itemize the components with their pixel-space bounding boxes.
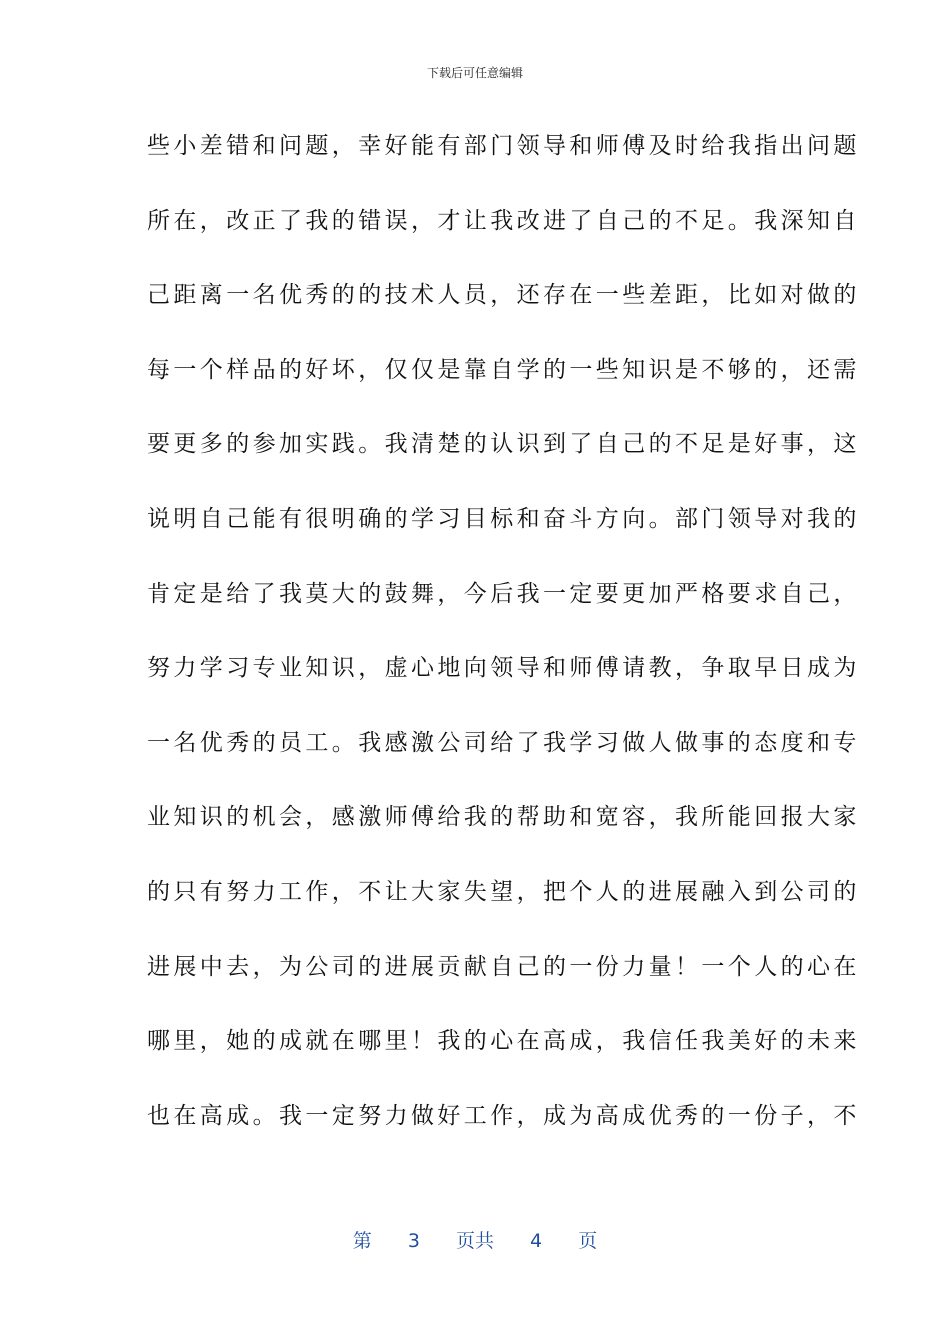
- text-line: 一名优秀的员工。我感激公司给了我学习做人做事的态度和专: [147, 729, 860, 756]
- text-line: 哪里，她的成就在哪里！我的心在高成，我信任我美好的未来: [147, 1028, 860, 1055]
- footer-label-ye-gong: 页共: [455, 1230, 494, 1252]
- page-header: 下载后可任意编辑: [426, 66, 523, 80]
- total-pages-number: 4: [530, 1230, 543, 1252]
- current-page-number: 3: [407, 1230, 420, 1252]
- footer-label-di: 第: [352, 1230, 372, 1252]
- text-line: 的只有努力工作，不让大家失望，把个人的进展融入到公司的: [147, 878, 860, 905]
- text-line: 也在高成。我一定努力做好工作，成为高成优秀的一份子，不: [147, 1102, 860, 1129]
- text-line: 己距离一名优秀的的技术人员，还存在一些差距，比如对做的: [147, 282, 860, 309]
- text-line: 些小差错和问题，幸好能有部门领导和师傅及时给我指出问题: [147, 133, 860, 159]
- text-line: 说明自己能有很明确的学习目标和奋斗方向。部门领导对我的: [147, 505, 860, 532]
- body-text: [147, 127, 860, 1171]
- footer-label-ye: 页: [578, 1230, 598, 1252]
- text-line: 进展中去，为公司的进展贡献自己的一份力量！一个人的心在: [147, 953, 860, 980]
- text-line: 所在，改正了我的错误，才让我改进了自己的不足。我深知自: [147, 207, 860, 234]
- page-footer: [0, 1226, 950, 1253]
- text-line: 肯定是给了我莫大的鼓舞，今后我一定要更加严格要求自己，: [147, 580, 860, 607]
- text-line: 业知识的机会，感激师傅给我的帮助和宽容，我所能回报大家: [147, 804, 860, 831]
- text-line: 要更多的参加实践。我清楚的认识到了自己的不足是好事，这: [147, 431, 860, 458]
- text-line: 努力学习专业知识，虚心地向领导和师傅请教，争取早日成为: [147, 655, 860, 682]
- text-line: 每一个样品的好坏，仅仅是靠自学的一些知识是不够的，还需: [147, 356, 860, 383]
